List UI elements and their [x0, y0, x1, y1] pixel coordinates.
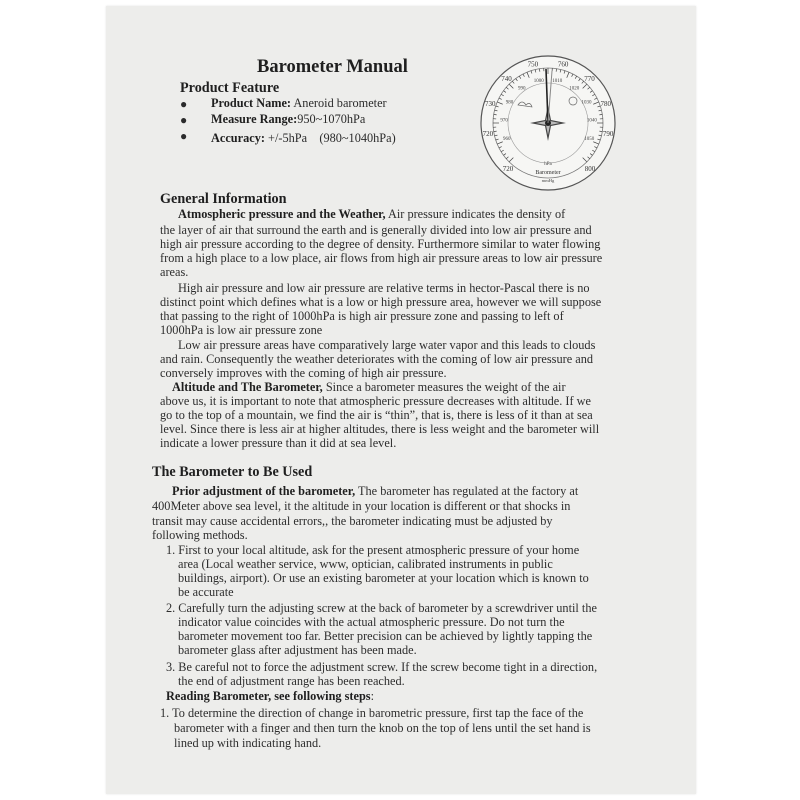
paragraph-line: from a high place to a low place, air flows from high air pressure areas to low air pressure — [160, 251, 603, 265]
list-item-line: be accurate — [178, 585, 234, 599]
svg-text:Barometer: Barometer — [535, 170, 561, 176]
product-feature-heading: Product Feature — [180, 80, 280, 96]
dial-inner-label: 980 — [505, 100, 514, 106]
paragraph-line: the layer of air that surround the earth and is generally divided into low air pressure and — [160, 223, 592, 237]
feature-product-name: Product Name: Aneroid barometer — [211, 96, 387, 110]
paragraph-line: following methods. — [152, 528, 248, 542]
list-item-line: barometer with a finger and then turn the knob on the top of lens until the set hand is — [174, 721, 591, 735]
dial-inner-label: 960 — [502, 137, 511, 142]
bullet-icon: ● — [180, 113, 188, 127]
dial-outer-label: 750 — [527, 60, 539, 69]
list-item-line: barometer glass after adjustment has been made. — [178, 643, 417, 657]
dial-outer-label: 780 — [600, 100, 612, 109]
paragraph: Altitude and The Barometer, Since a barometer measures the weight of the air — [172, 380, 566, 394]
paragraph: Atmospheric pressure and the Weather, Air pressure indicates the density of — [178, 207, 566, 221]
list-item-line: indicator value coincides with the actual atmospheric pressure. Do not turn the — [178, 615, 565, 629]
list-item: 1. To determine the direction of change in barometric pressure, first tap the face of the — [160, 706, 584, 720]
dial-inner-label: 970 — [500, 118, 508, 124]
bullet-icon: ● — [180, 129, 188, 143]
list-item: 3. Be careful not to force the adjustment screw. If the screw become tight in a direction, — [166, 660, 598, 674]
paragraph-line: 400Meter above sea level, it the altitude in your location is different or that shocks in — [152, 499, 571, 513]
general-information-heading: General Information — [160, 191, 287, 207]
dial-inner-label: 1030 — [581, 100, 592, 106]
list-item-line: barometer movement too far. Better precision can be achieved by lightly tapping the — [178, 629, 593, 643]
dial-inner-label: 1040 — [586, 118, 597, 124]
paragraph-line: transit may cause accidental errors,, the barometer indicating must be adjusted by — [152, 514, 553, 528]
feature-accuracy: Accuracy: +/-5hPa (980~1040hPa) — [211, 131, 396, 145]
paragraph-line: and rain. Consequently the weather deteriorates with the coming of low air pressure and — [160, 352, 593, 366]
paragraph-line: above us, it is important to note that atmospheric pressure decreases with altitude. If we — [160, 394, 591, 408]
paragraph-line: high air pressure according to the degree of density. Furthermore similar to water flowing — [160, 237, 601, 251]
dial-inner-label: 1020 — [569, 86, 580, 92]
paragraph-line: go to the top of a mountain, we find the air is “thin”, that is, there is less of it than at sea — [160, 408, 593, 422]
paragraph-line: indicate a lower pressure than it did at sea level. — [160, 436, 397, 450]
feature-measure-range: Measure Range:950~1070hPa — [211, 112, 366, 126]
svg-text:800: 800 — [584, 165, 596, 173]
dial-inner-label: 1050 — [584, 137, 595, 142]
paragraph: Prior adjustment of the barometer, The barometer has regulated at the factory at — [172, 484, 579, 498]
dial-inner-label: 1000 — [533, 79, 544, 84]
paragraph-line: 1000hPa is low air pressure zone — [160, 323, 323, 337]
paragraph-line: that passing to the right of 1000hPa is high air pressure zone and passing to left of — [160, 309, 564, 323]
list-item-line: buildings, airport). Or use an existing barometer at your location which is known to — [178, 571, 589, 585]
dial-outer-label: 790 — [602, 130, 614, 139]
subsection-title: Reading Barometer, see following steps: — [166, 689, 375, 703]
list-item-line: the end of adjustment range has been reached. — [178, 674, 405, 688]
dial-outer-label: 760 — [557, 60, 569, 69]
dial-outer-label: 720 — [482, 130, 494, 139]
svg-text:mmHg: mmHg — [541, 178, 555, 183]
paragraph-line: Low air pressure areas have comparatively large water vapor and this leads to clouds — [178, 338, 596, 352]
barometer-used-heading: The Barometer to Be Used — [152, 464, 313, 480]
bullet-icon: ● — [180, 97, 188, 111]
list-item: 2. Carefully turn the adjusting screw at the back of barometer by a screwdriver until the — [166, 601, 597, 615]
dial-outer-label: 770 — [584, 74, 595, 83]
list-item-line: area (Local weather service, www, optician, calibrated instruments in public — [178, 557, 553, 571]
dial-inner-label: 990 — [517, 86, 526, 92]
barometer-dial-icon — [478, 53, 618, 193]
paragraph-line: areas. — [160, 265, 189, 279]
paragraph-line: distinct point which defines what is a low or high pressure area, however we will suppose — [160, 295, 602, 309]
paragraph-line: High air pressure and low air pressure are relative terms in hector-Pascal there is no — [178, 281, 590, 295]
dial-inner-label: 1010 — [552, 79, 563, 84]
svg-text:hPa: hPa — [544, 162, 552, 167]
svg-text:720: 720 — [502, 165, 514, 173]
paragraph-line: level. Since there is less air at higher altitudes, there is less weight and the barometer will — [160, 422, 600, 436]
list-item: 1. First to your local altitude, ask for the present atmospheric pressure of your home — [166, 543, 580, 557]
dial-outer-label: 740 — [501, 74, 512, 83]
dial-outer-label: 730 — [484, 100, 496, 109]
page-title: Barometer Manual — [257, 57, 408, 77]
list-item-line: lined up with indicating hand. — [174, 736, 322, 750]
paragraph-line: conversely improves with the coming of high air pressure. — [160, 366, 447, 380]
